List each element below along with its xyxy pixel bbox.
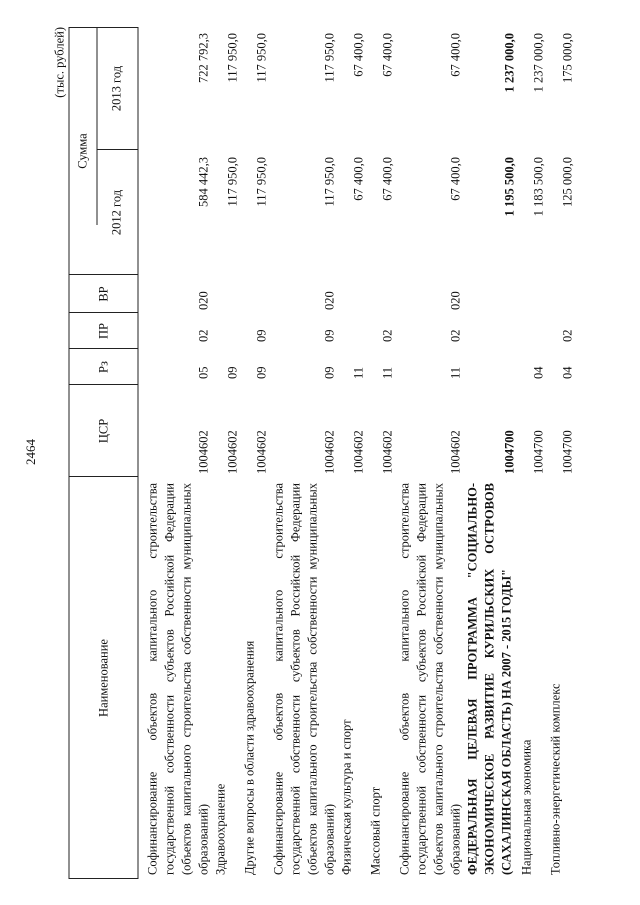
- header-sum: Сумма: [75, 132, 90, 169]
- row-name: Другие вопросы в области здравоохранения: [242, 640, 257, 875]
- row-amount-2013: 722 792,3: [196, 32, 211, 83]
- table-row: [145, 27, 213, 879]
- table-row: [213, 27, 242, 879]
- row-csr: 1004602: [351, 429, 366, 474]
- row-pr: 02: [448, 329, 463, 342]
- row-csr: 1004602: [254, 429, 269, 474]
- row-amount-2013: 117 950,0: [322, 32, 337, 83]
- row-name: ФЕДЕРАЛЬНАЯ ЦЕЛЕВАЯ ПРОГРАММА "СОЦИАЛЬНО-ЭКОНОМИЧЕСКОЕ РАЗВИТИЕ КУРИЛЬСКИХ ОСТРОВОВ (САХАЛИНСКАЯ ОБЛАСТЬ) НА 2007 - 2015 ГОДЫ": [465, 482, 514, 875]
- row-amount-2012: 1 195 500,0: [502, 156, 517, 216]
- row-amount-2012: 117 950,0: [254, 156, 269, 207]
- row-amount-2012: 67 400,0: [380, 156, 395, 201]
- row-rz: 11: [448, 366, 463, 379]
- row-csr: 1004602: [322, 429, 337, 474]
- row-name: Массовый спорт: [368, 786, 383, 875]
- row-amount-2013: 67 400,0: [351, 32, 366, 77]
- row-amount-2012: 67 400,0: [351, 156, 366, 201]
- row-rz: 09: [225, 366, 240, 379]
- row-pr: 02: [196, 329, 211, 342]
- header-year-2012: 2012 год: [109, 189, 124, 235]
- row-csr: 1004602: [448, 429, 463, 474]
- row-amount-2012: 117 950,0: [225, 156, 240, 207]
- row-rz: 04: [531, 366, 546, 379]
- row-name: Национальная экономика: [519, 739, 534, 875]
- row-pr: 09: [322, 329, 337, 342]
- row-pr: 02: [560, 329, 575, 342]
- row-name: Софинансирование объектов капитального строительства государственной собственности субъектов Российской Федерации (объектов капитального строительства собственности муниципальных образований): [397, 482, 463, 875]
- table-row: [368, 27, 397, 879]
- table-row: [519, 27, 548, 879]
- row-name: Софинансирование объектов капитального строительства государственной собственности субъектов Российской Федерации (объектов капитального строительства собственности муниципальных образований): [271, 482, 337, 875]
- header-rz: Рз: [96, 360, 110, 373]
- row-amount-2012: 584 442,3: [196, 156, 211, 207]
- budget-table-sheet: [53, 27, 588, 879]
- row-amount-2012: 125 000,0: [560, 156, 575, 207]
- row-amount-2012: 117 950,0: [322, 156, 337, 207]
- row-amount-2013: 117 950,0: [254, 32, 269, 83]
- row-csr: 1004700: [560, 429, 575, 474]
- units-note: (тыс. рублей): [52, 26, 67, 98]
- header-vr: ВР: [96, 285, 110, 302]
- row-amount-2013: 175 000,0: [560, 32, 575, 83]
- header-name: Наименование: [96, 638, 110, 717]
- table-row: [397, 27, 465, 879]
- row-amount-2013: 1 237 000,0: [502, 32, 517, 92]
- row-name: Софинансирование объектов капитального строительства государственной собственности субъектов Российской Федерации (объектов капитального строительства собственности муниципальных образований): [145, 482, 211, 875]
- row-csr: 1004602: [196, 429, 211, 474]
- row-csr: 1004602: [380, 429, 395, 474]
- row-amount-2012: 1 183 500,0: [531, 156, 546, 216]
- row-amount-2013: 117 950,0: [225, 32, 240, 83]
- table-row: [465, 27, 519, 879]
- header-csr: ЦСР: [96, 418, 110, 443]
- table-row: [242, 27, 271, 879]
- row-vr: 020: [322, 290, 337, 310]
- header-pr: ПР: [96, 322, 110, 339]
- row-vr: 020: [448, 290, 463, 310]
- row-rz: 09: [322, 366, 337, 379]
- row-amount-2012: 67 400,0: [448, 156, 463, 201]
- row-rz: 04: [560, 366, 575, 379]
- row-pr: 02: [380, 329, 395, 342]
- row-amount-2013: 67 400,0: [448, 32, 463, 77]
- row-csr: 1004700: [502, 429, 517, 474]
- row-name: Здравоохранение: [213, 783, 228, 875]
- row-csr: 1004602: [225, 429, 240, 474]
- row-rz: 09: [254, 366, 269, 379]
- row-name: Физическая культура и спорт: [339, 718, 354, 875]
- table-header: [69, 27, 139, 879]
- table-row: [548, 27, 577, 879]
- row-csr: 1004700: [531, 429, 546, 474]
- row-rz: 11: [380, 366, 395, 379]
- row-amount-2013: 1 237 000,0: [531, 32, 546, 92]
- row-name: Топливно-энергетический комплекс: [548, 683, 563, 875]
- row-pr: 09: [254, 329, 269, 342]
- row-rz: 05: [196, 366, 211, 379]
- header-year-2013: 2013 год: [109, 65, 124, 111]
- row-rz: 11: [351, 366, 366, 379]
- page-number: 2464: [23, 439, 38, 465]
- row-vr: 020: [196, 290, 211, 310]
- row-amount-2013: 67 400,0: [380, 32, 395, 77]
- table-row: [271, 27, 339, 879]
- table-row: [339, 27, 368, 879]
